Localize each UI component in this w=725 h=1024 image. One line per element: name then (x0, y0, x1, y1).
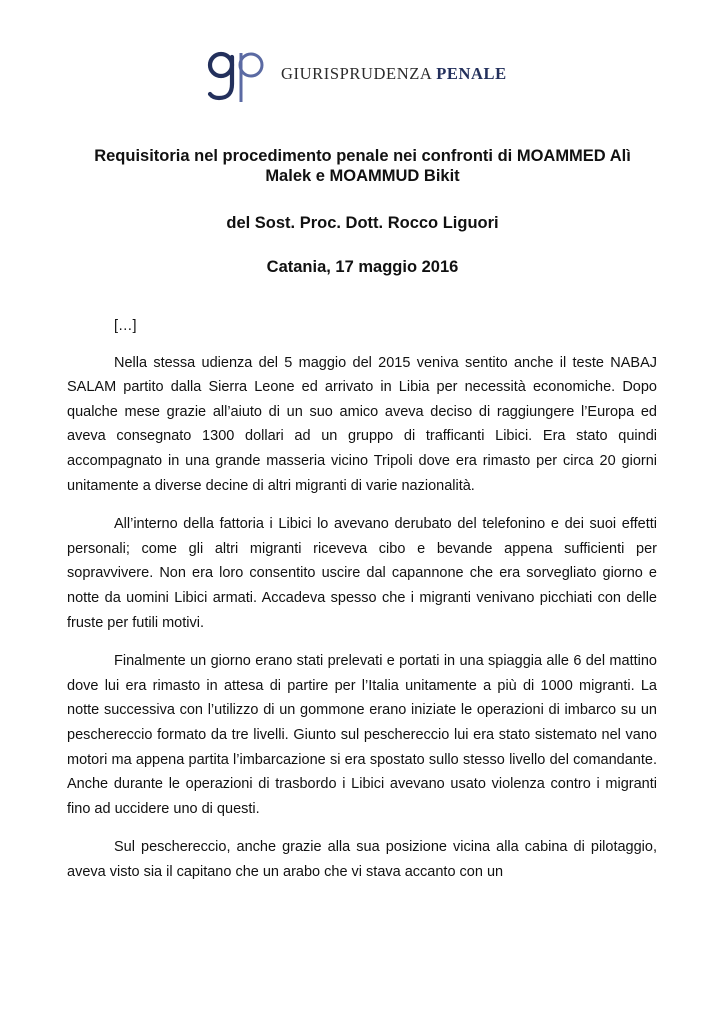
document-body (67, 314, 657, 884)
body-paragraph: Finalmente un giorno erano stati prelevati e portati in una spiaggia alle 6 del mattino dove lui era rimasto in attesa di partire per l’Italia unitamente a più di 1000 migranti. La notte successiva con l’utilizzo di un gommone erano iniziate le operazioni di imbarco su un peschereccio formato da tre livelli. Giunto sul peschereccio lui era stato sistemato nel vano motori ma appena partita l’imbarcazione si era spostato sullo stesso livello del comandante. Anche durante le operazioni di trasbordo i Libici avevano usato violenza contro i migranti fino ad uccidere uno di questi. (67, 653, 657, 817)
brand-name-bold: PENALE (436, 64, 507, 83)
document-dateline: Catania, 17 maggio 2016 (266, 258, 459, 276)
body-paragraph: All’interno della fattoria i Libici lo avevano derubato del telefonino e dei suoi effetti personali; come gli altri migranti riceveva cibo e bevande appena sufficienti per sopravvivere. Non era loro consentito uscire dal capannone che era sorvegliato giorno e notte da uomini Libici armati. Accadeva spesso che i migranti venivano picchiati con delle fruste per futili motivi. (67, 516, 657, 631)
body-paragraph: Sul peschereccio, anche grazie alla sua posizione vicina alla cabina di pilotaggio, aveva visto sia il capitano che un arabo che vi stava accanto con un (67, 839, 657, 880)
giurisprudenza-penale-logo (205, 44, 269, 104)
body-paragraph-ellipsis: […] (114, 318, 137, 334)
brand-name-regular: GIURISPRUDENZA (281, 64, 432, 83)
brand-name (281, 64, 507, 84)
document-title (60, 146, 665, 186)
page-header (205, 44, 507, 104)
document-author: del Sost. Proc. Dott. Rocco Liguori (226, 214, 499, 232)
document-title-line-1: Requisitoria nel procedimento penale nei confronti di MOAMMED Alì (94, 147, 631, 165)
body-paragraph: Nella stessa udienza del 5 maggio del 2015 veniva sentito anche il teste NABAJ SALAM partito dalla Sierra Leone ed arrivato in Libia per necessità economiche. Dopo qualche mese grazie all’aiuto di un suo amico aveva deciso di raggiungere l’Europa ed aveva consegnato 1300 dollari ad un gruppo di trafficanti Libici. Era stato quindi accompagnato in una grande masseria vicino Tripoli dove era rimasto per circa 20 giorni unitamente a diverse decine di altri migranti di varie nazionalità. (67, 354, 657, 494)
document-title-line-2: Malek e MOAMMUD Bikit (265, 167, 460, 185)
